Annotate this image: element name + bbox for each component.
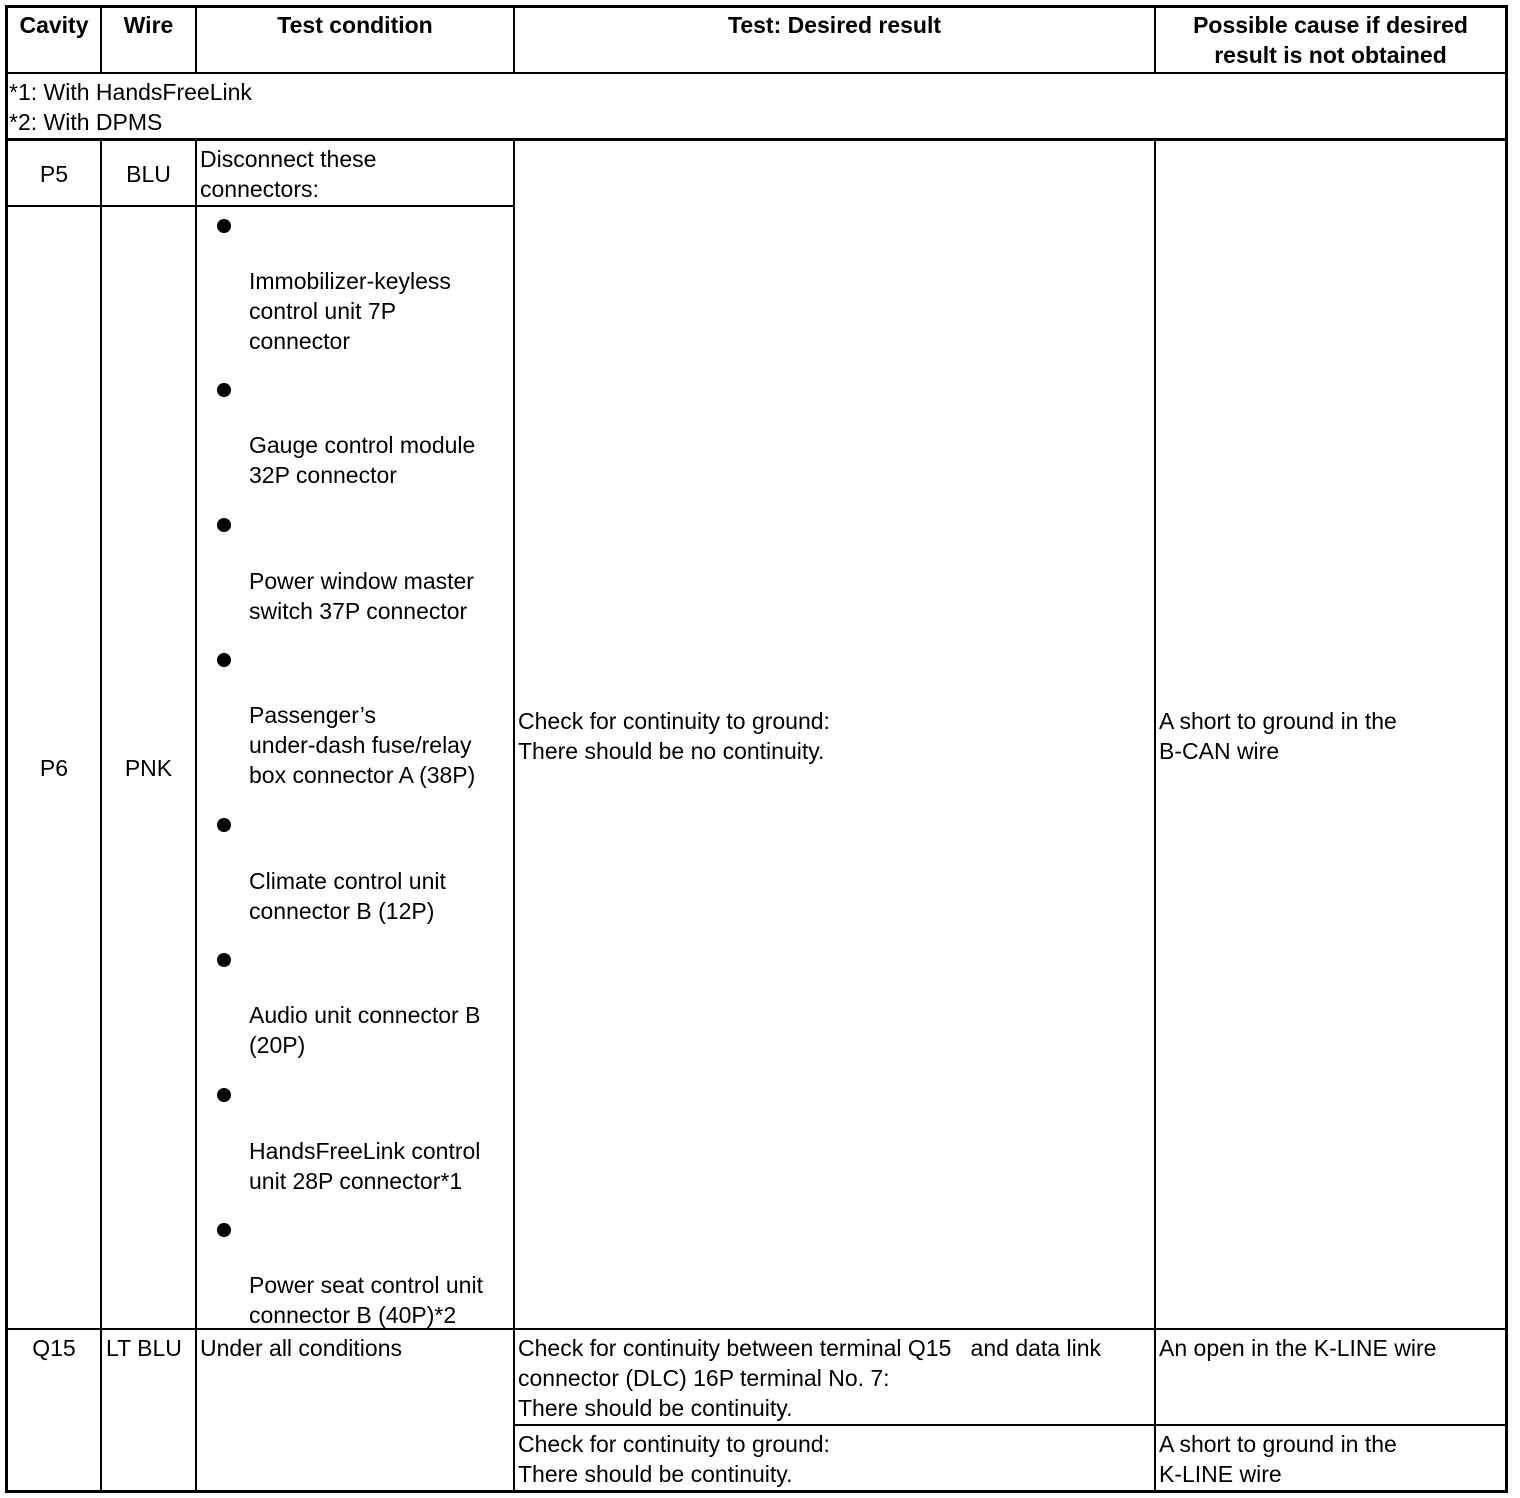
footnote: *2: With DPMS bbox=[9, 109, 163, 135]
row-divider bbox=[8, 72, 1505, 74]
connector-item: Audio unit connector B bbox=[249, 1002, 481, 1028]
header-desired-result: Test: Desired result bbox=[727, 12, 942, 38]
connector-item: 32P connector bbox=[249, 462, 397, 488]
connector-item: Immobilizer-keyless bbox=[249, 268, 451, 294]
header-possible-cause: Possible cause if desired bbox=[1193, 12, 1468, 38]
possible-cause-cell: A short to ground in the bbox=[1159, 708, 1397, 734]
row-divider bbox=[8, 205, 515, 207]
bullet-icon bbox=[217, 653, 231, 667]
cavity-cell: P6 bbox=[39, 755, 69, 781]
connector-item: Power seat control unit bbox=[249, 1272, 483, 1298]
connector-item: HandsFreeLink control bbox=[249, 1138, 481, 1164]
wire-cell: LT BLU bbox=[106, 1335, 182, 1361]
connector-item: unit 28P connector*1 bbox=[249, 1168, 463, 1194]
desired-result-cell: Check for continuity between terminal Q15 and data link bbox=[518, 1335, 1101, 1361]
bullet-icon bbox=[217, 1223, 231, 1237]
row-divider bbox=[515, 1424, 1505, 1426]
connector-item: Passenger’s bbox=[249, 702, 377, 728]
col-divider bbox=[195, 141, 197, 1490]
connector-item: box connector A (38P) bbox=[249, 762, 476, 788]
possible-cause-cell: A short to ground in the bbox=[1159, 1431, 1397, 1457]
bullet-icon bbox=[217, 818, 231, 832]
bullet-icon bbox=[217, 518, 231, 532]
connector-item: Gauge control module bbox=[249, 432, 476, 458]
connector-item: under-dash fuse/relay bbox=[249, 732, 472, 758]
bullet-icon bbox=[217, 219, 231, 233]
connector-item: connector B (12P) bbox=[249, 898, 435, 924]
desired-result-cell: There should be continuity. bbox=[518, 1395, 793, 1421]
connector-item: Climate control unit bbox=[249, 868, 446, 894]
header-possible-cause: result is not obtained bbox=[1214, 42, 1447, 68]
desired-result-cell: Check for continuity to ground: bbox=[518, 1431, 830, 1457]
possible-cause-cell: An open in the K-LINE wire bbox=[1159, 1335, 1437, 1361]
connector-item: control unit 7P bbox=[249, 298, 397, 324]
col-divider bbox=[513, 141, 515, 1490]
possible-cause-cell: B-CAN wire bbox=[1159, 738, 1280, 764]
header-cavity: Cavity bbox=[19, 12, 89, 38]
col-divider bbox=[100, 141, 102, 1490]
cavity-cell: Q15 bbox=[32, 1335, 76, 1361]
connector-item: Power window master bbox=[249, 568, 474, 594]
connector-item: connector bbox=[249, 328, 351, 354]
condition-cell: connectors: bbox=[200, 176, 319, 202]
condition-cell: Disconnect these bbox=[200, 146, 377, 172]
bullet-icon bbox=[217, 953, 231, 967]
desired-result-cell: There should be continuity. bbox=[518, 1461, 793, 1487]
col-divider bbox=[1154, 141, 1156, 1490]
connector-item: switch 37P connector bbox=[249, 598, 468, 624]
header-wire: Wire bbox=[123, 12, 174, 38]
desired-result-cell: connector (DLC) 16P terminal No. 7: bbox=[518, 1365, 890, 1391]
condition-cell: Under all conditions bbox=[200, 1335, 403, 1361]
footnote: *1: With HandsFreeLink bbox=[9, 79, 252, 105]
connector-item: connector B (40P)*2 bbox=[249, 1302, 457, 1328]
header-test-condition: Test condition bbox=[277, 12, 433, 38]
bullet-icon bbox=[217, 383, 231, 397]
row-divider bbox=[8, 138, 1505, 141]
cavity-cell: P5 bbox=[39, 161, 69, 187]
connector-item: (20P) bbox=[249, 1032, 306, 1058]
possible-cause-cell: K-LINE wire bbox=[1159, 1461, 1282, 1487]
bullet-icon bbox=[217, 1088, 231, 1102]
desired-result-cell: Check for continuity to ground: bbox=[518, 708, 830, 734]
row-divider bbox=[8, 1328, 1505, 1330]
wire-cell: PNK bbox=[124, 755, 173, 781]
desired-result-cell: There should be no continuity. bbox=[518, 738, 825, 764]
wire-cell: BLU bbox=[126, 161, 171, 187]
